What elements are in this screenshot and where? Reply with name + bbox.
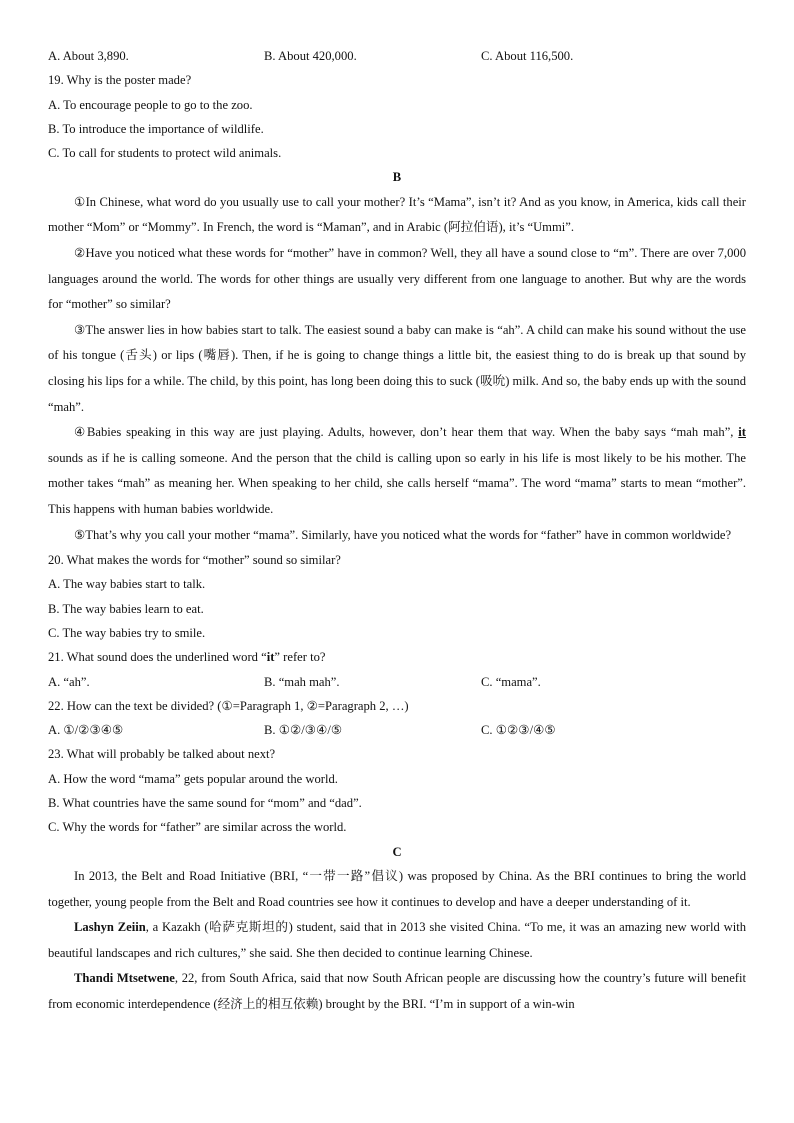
q21-question-word: it xyxy=(266,650,275,665)
q21-question-after: ” refer to? xyxy=(274,650,326,665)
q19-question: 19. Why is the poster made? xyxy=(48,73,192,88)
section-b-heading: B xyxy=(392,170,402,185)
section-b-paragraph-5: ⑤That’s why you call your mother “mama”. Similarly, have you noticed what the words for “father” have in common worldwide? xyxy=(74,527,732,542)
q23-question: 23. What will probably be talked about next? xyxy=(48,747,276,762)
section-c-paragraph-2 xyxy=(48,915,746,966)
q22-option-c[interactable]: C. ①②③/④⑤ xyxy=(481,723,556,738)
section-b-paragraph-2: ②Have you noticed what these words for “mother” have in common? Well, they all have a sound close to “m”. There are over 7,000 languages around the world. The words for other things are usually very different from one language to another. But why are the words for “mother” so similar? xyxy=(48,245,746,312)
person-name-thandi: Thandi Mtsetwene xyxy=(74,971,175,986)
q18-option-b[interactable]: B. About 420,000. xyxy=(264,49,357,63)
section-b-paragraph-1: ①In Chinese, what word do you usually use to call your mother? It’s “Mama”, isn’t it? And as you know, in America, kids call their mother “Mom” or “Mommy”. In French, the word is “Maman”, and in Arabic (阿拉伯语), it’s “Ummi”. xyxy=(48,194,746,235)
q19-option-b[interactable]: B. To introduce the importance of wildlife. xyxy=(48,121,264,136)
q21-options xyxy=(48,670,746,694)
paragraph-3-text: , 22, from South Africa, said that now South African people are discussing how the country’s future will benefit from economic interdependence (经济上的相互依赖) brought by the BRI. “I’m in support of a win-win xyxy=(48,971,746,1011)
section-b-paragraph-4 xyxy=(48,420,746,522)
q21-option-b[interactable]: B. “mah mah”. xyxy=(264,674,340,689)
q20-question: 20. What makes the words for “mother” sound so similar? xyxy=(48,553,341,568)
q20-option-b[interactable]: B. The way babies learn to eat. xyxy=(48,601,204,616)
paragraph-4-text-after: sounds as if he is calling someone. And the person that the child is calling upon so early in his life is most likely to be his mother. The mother takes “mah” as meaning her. When speaking to her child, she calls herself “mama”. The word “mama” starts to mean “mother”. This happens with human babies worldwide. xyxy=(48,450,746,516)
exam-page xyxy=(48,44,746,1018)
q20-option-c[interactable]: C. The way babies try to smile. xyxy=(48,625,206,640)
q19-option-c[interactable]: C. To call for students to protect wild animals. xyxy=(48,146,282,161)
q23-option-a[interactable]: A. How the word “mama” gets popular around the world. xyxy=(48,771,338,786)
section-c-paragraph-1: In 2013, the Belt and Road Initiative (BRI, “一带一路”倡议) was proposed by China. As the BRI continues to bring the world together, young people from the Belt and Road countries see how it continues to develop and have a deeper understanding of it. xyxy=(48,868,746,909)
q18-option-a[interactable]: A. About 3,890. xyxy=(48,49,129,63)
q20-option-a[interactable]: A. The way babies start to talk. xyxy=(48,577,206,592)
section-c-paragraph-3 xyxy=(48,966,746,1017)
q22-option-a[interactable]: A. ①/②③④⑤ xyxy=(48,723,124,738)
section-b-paragraph-3: ③The answer lies in how babies start to talk. The easiest sound a baby can make is “ah”. A child can make his sound without the use of his tongue (舌头) or lips (嘴唇). Then, if he is going to change things a little bit, the easiest thing to do is break up that sound by closing his lips for a while. The child, by this point, has long been doing this to suck (吸吮) milk. And so, the baby ends up with the sound “mah”. xyxy=(48,322,746,414)
underlined-word-it: it xyxy=(738,425,746,440)
q21-question xyxy=(48,645,746,669)
q22-question: 22. How can the text be divided? (①=Paragraph 1, ②=Paragraph 2, …) xyxy=(48,698,409,713)
q21-question-before: 21. What sound does the underlined word “ xyxy=(48,650,267,665)
q19-option-a[interactable]: A. To encourage people to go to the zoo. xyxy=(48,97,253,112)
q23-option-c[interactable]: C. Why the words for “father” are similar across the world. xyxy=(48,820,347,835)
paragraph-2-text: , a Kazakh (哈萨克斯坦的) student, said that in 2013 she visited China. “To me, it was an amazing new world with beautiful landscapes and rich cultures,” she said. She then decided to continue learning Chinese. xyxy=(48,920,746,960)
q22-options xyxy=(48,718,746,742)
q23-option-b[interactable]: B. What countries have the same sound for “mom” and “dad”. xyxy=(48,796,362,811)
q22-option-b[interactable]: B. ①②/③④/⑤ xyxy=(264,723,343,738)
section-c-heading: C xyxy=(392,844,402,859)
paragraph-4-text-before: ④Babies speaking in this way are just playing. Adults, however, don’t hear them that way. When the baby says “mah mah”, xyxy=(74,425,739,440)
q21-option-a[interactable]: A. “ah”. xyxy=(48,674,90,689)
person-name-lashyn: Lashyn Zeiin xyxy=(74,920,146,935)
q21-option-c[interactable]: C. “mama”. xyxy=(481,674,541,689)
q18-option-c[interactable]: C. About 116,500. xyxy=(481,49,574,63)
q18-options xyxy=(48,44,746,68)
